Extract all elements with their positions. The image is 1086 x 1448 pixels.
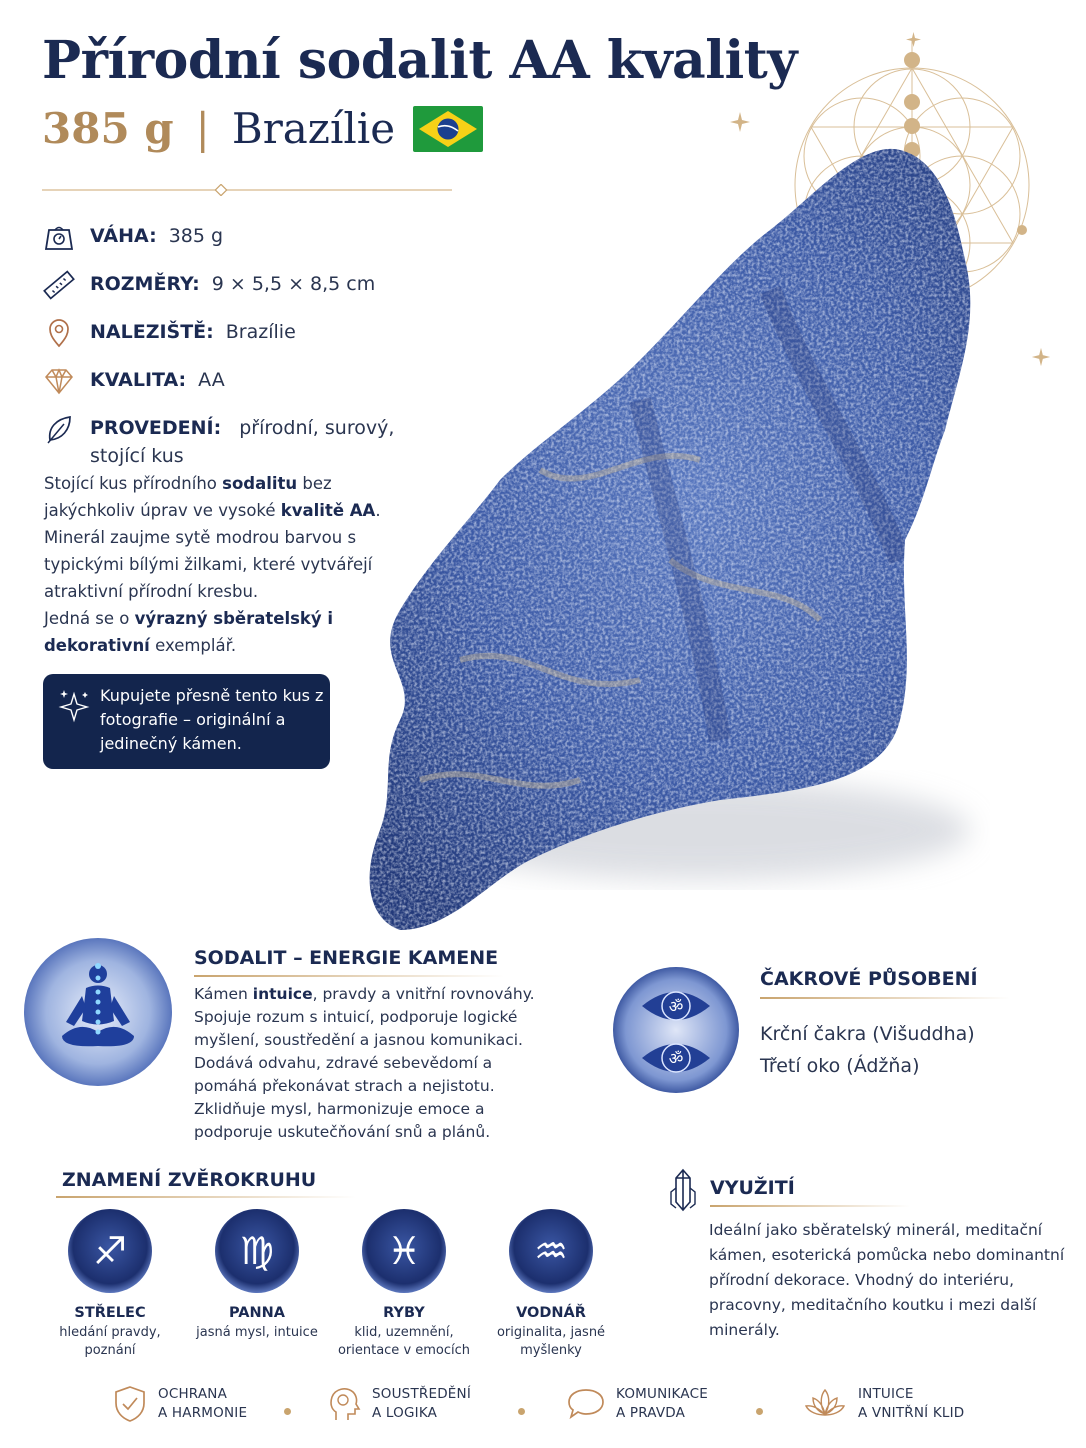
zodiac-desc: originalita, jasné myšlenky (496, 1325, 606, 1358)
spec-label: KVALITA: (90, 369, 187, 391)
sagittarius-icon (67, 1208, 153, 1294)
zodiac-glyph: ♍ (239, 1229, 275, 1273)
crystal-icon (668, 1168, 698, 1212)
zodiac-name: RYBY (383, 1305, 425, 1321)
spec-value: 385 g (168, 225, 224, 247)
zodiac-desc: jasná mysl, intuice (196, 1325, 318, 1340)
feature-communication (566, 1384, 708, 1424)
zodiac-name: STŘELEC (74, 1305, 146, 1321)
desc-text: Stojící kus přírodního (44, 474, 223, 493)
spec-value: Brazílie (225, 321, 296, 343)
chakra-item: Třetí oko (Ádžňa) (760, 1055, 920, 1077)
star-sparkle-icon (728, 110, 752, 134)
zodiac-sign-pisces (329, 1208, 479, 1360)
shield-icon (112, 1384, 148, 1424)
meditation-chakra-image (22, 936, 174, 1088)
svg-text:ॐ: ॐ (668, 1049, 684, 1068)
page-title: Přírodní sodalit AA kvality (42, 30, 797, 91)
chakra-title: ČAKROVÉ PŮSOBENÍ (760, 968, 978, 990)
desc-bold: kvalitě AA (280, 501, 376, 520)
spec-label: NALEZIŠTĚ: (90, 321, 214, 343)
feature-line: KOMUNIKACE (616, 1386, 708, 1402)
leaf-icon (42, 414, 76, 444)
spec-label: ROZMĚRY: (90, 273, 200, 295)
usage-title-underline (710, 1205, 910, 1207)
unique-piece-note (43, 674, 330, 769)
head-icon (326, 1384, 362, 1424)
ruler-icon (42, 270, 76, 300)
spec-value: AA (198, 369, 225, 391)
energy-text-part: Kámen (194, 985, 253, 1003)
zodiac-sign-virgo (182, 1208, 332, 1342)
spec-value: přírodní, surový, stojící kus (90, 417, 395, 467)
chakra-item: Krční čakra (Višuddha) (760, 1023, 975, 1045)
chakra-symbols-image (612, 966, 740, 1094)
note-text: Kupujete přesně tento kus z fotografie – originální a jedinečný kámen. (100, 686, 324, 753)
desc-bold: sodalitu (222, 474, 298, 493)
country-name: Brazílie (231, 104, 396, 153)
energy-title: SODALIT – ENERGIE KAMENE (194, 947, 499, 969)
spec-label: VÁHA: (90, 225, 157, 247)
feature-separator-dot (756, 1408, 763, 1415)
feature-separator-dot (284, 1408, 291, 1415)
zodiac-desc: klid, uzemnění, orientace v emocích (337, 1325, 471, 1358)
feature-line: A PRAVDA (616, 1405, 686, 1421)
weight-value: 385 g (42, 104, 174, 153)
feature-separator-dot (518, 1408, 525, 1415)
zodiac-sign-sagittarius (35, 1208, 185, 1360)
feature-label (372, 1385, 471, 1423)
feature-line: INTUICE (858, 1386, 914, 1402)
lotus-icon (802, 1384, 848, 1424)
feature-line: OCHRANA (158, 1386, 228, 1402)
star-sparkle-icon (1030, 346, 1052, 368)
chakra-title-underline (760, 997, 1010, 999)
zodiac-name: VODNÁŘ (516, 1305, 586, 1321)
feature-focus (326, 1384, 471, 1424)
scale-icon (42, 222, 76, 252)
zodiac-glyph: ♒ (533, 1229, 569, 1273)
virgo-icon (214, 1208, 300, 1294)
diamond-icon (42, 366, 76, 396)
feature-line: A LOGIKA (372, 1405, 438, 1421)
zodiac-glyph: ♐ (92, 1229, 128, 1273)
svg-text:ॐ: ॐ (668, 997, 684, 1016)
energy-text-bold: intuice (252, 985, 313, 1003)
zodiac-title: ZNAMENÍ ZVĚROKRUHU (62, 1169, 317, 1191)
feature-intuition (802, 1384, 964, 1424)
desc-text: bez jakýchkoliv úprav ve vysoké (44, 474, 332, 520)
location-pin-icon (42, 318, 76, 348)
spec-label: PROVEDENÍ: (90, 417, 222, 439)
spec-value: 9 × 5,5 × 8,5 cm (211, 273, 376, 295)
sodalite-stone-photo (340, 140, 990, 940)
desc-bold: výrazný sběratelský i dekorativní (44, 609, 334, 655)
zodiac-sign-aquarius (476, 1208, 626, 1360)
feature-label (616, 1385, 708, 1423)
energy-text-part: , pravdy a vnitřní rovnováhy. Spojuje rozum s intuicí, podporuje logické myšlení, soustředění a jasnou komunikaci. Dodává odvahu, zdravé sebevědomí a pomáhá překonávat strach a nejistotu. Zklidňuje mysl, harmonizuje emoce a podporuje uskutečňování snů a plánů. (194, 985, 535, 1141)
desc-text: Jedná se o (44, 609, 135, 628)
zodiac-title-underline (56, 1196, 356, 1198)
subtitle-separator: | (195, 104, 210, 153)
aquarius-icon (508, 1208, 594, 1294)
usage-title: VYUŽITÍ (710, 1177, 795, 1199)
feature-protection (112, 1384, 247, 1424)
desc-text: . Minerál zaujme sytě modrou barvou s typickými bílými žilkami, které vytvářejí atraktivní přírodní kresbu. (44, 501, 381, 601)
desc-text: exemplář. (149, 636, 237, 655)
sparkle-icon (57, 688, 91, 724)
feature-label (858, 1385, 964, 1423)
usage-text: Ideální jako sběratelský minerál, meditační kámen, esoterická pomůcka nebo dominantní přírodní dekorace. Vhodný do interiéru, pracovny, meditačního koutku i mezi další minerály. (709, 1221, 1065, 1339)
zodiac-glyph: ♓ (386, 1229, 422, 1273)
zodiac-name: PANNA (228, 1305, 285, 1321)
speech-bubble-icon (566, 1384, 606, 1424)
feature-line: SOUSTŘEDĚNÍ (372, 1386, 472, 1402)
pisces-icon (361, 1208, 447, 1294)
feature-label (158, 1385, 247, 1423)
zodiac-desc: hledání pravdy, poznání (59, 1325, 161, 1358)
energy-title-underline (194, 975, 504, 977)
energy-text (194, 983, 544, 1144)
feature-line: A VNITŘNÍ KLID (858, 1405, 965, 1421)
feature-line: A HARMONIE (158, 1405, 248, 1421)
